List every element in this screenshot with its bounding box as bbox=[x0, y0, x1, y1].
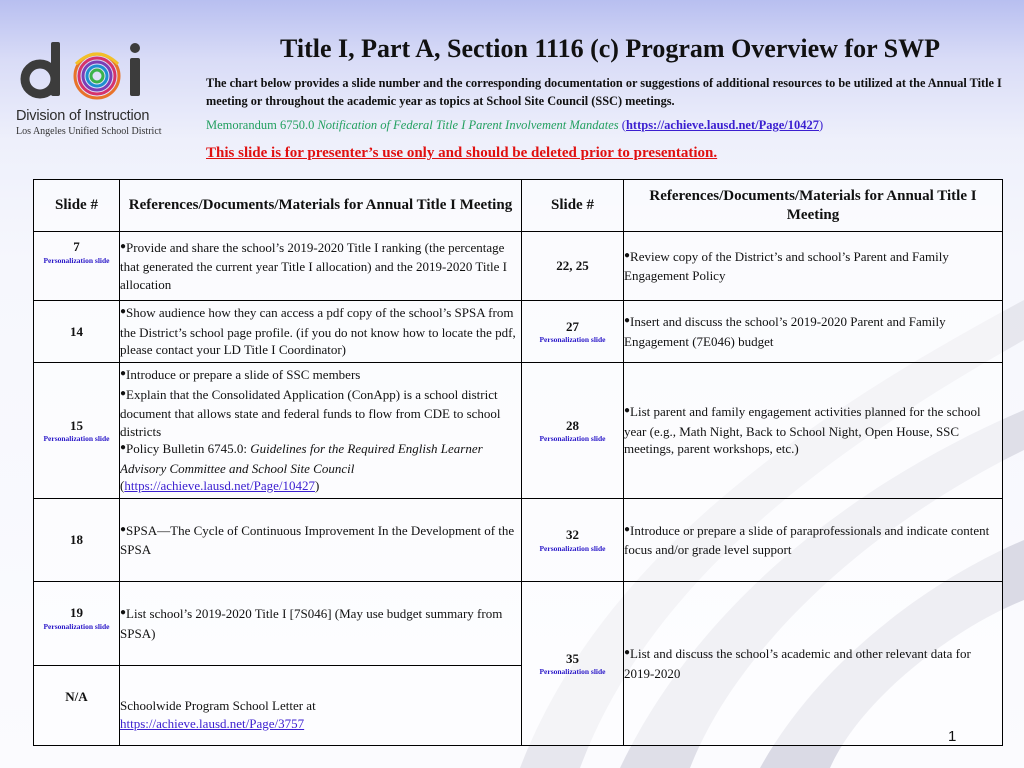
item-text: List parent and family engagement activities planned for the school year (e.g., Math Night, Back to School Night, Open House, SSC meetings, parent workshops, etc.) bbox=[624, 404, 981, 457]
reference-cell bbox=[624, 301, 1003, 363]
presenter-warning: This slide is for presenter’s use only and should be deleted prior to presentation. bbox=[206, 145, 718, 161]
slide-number-cell bbox=[522, 301, 624, 363]
item-text: SPSA—The Cycle of Continuous Improvement In the Development of the SPSA bbox=[120, 522, 515, 557]
slide-number: 7 bbox=[73, 239, 80, 254]
item-text: Review copy of the District’s and school’s Parent and Family Engagement Policy bbox=[624, 248, 949, 283]
reference-cell bbox=[624, 582, 1003, 746]
logo-division-text: Division of Instruction bbox=[16, 108, 150, 124]
bullet-icon: ● bbox=[624, 647, 631, 658]
policy-link[interactable]: https://achieve.lausd.net/Page/10427 bbox=[124, 478, 315, 494]
list-item bbox=[624, 313, 1002, 350]
slide-number-cell bbox=[34, 499, 120, 582]
memo-open: ( bbox=[618, 118, 626, 132]
item-text: List and discuss the school’s academic and other relevant data for 2019-2020 bbox=[624, 646, 971, 681]
reference-cell bbox=[624, 232, 1003, 301]
bullet-icon: ● bbox=[120, 387, 127, 399]
header-slide-right: Slide # bbox=[522, 180, 624, 232]
list-item bbox=[624, 403, 1002, 458]
policy-open: ( bbox=[120, 478, 125, 494]
bullet-icon: ● bbox=[120, 368, 127, 380]
policy-prefix: Policy Bulletin 6745.0: bbox=[126, 441, 251, 457]
bullet-icon: ● bbox=[624, 315, 631, 326]
bullet-icon: ● bbox=[120, 523, 127, 535]
list-item bbox=[120, 304, 521, 359]
table-row bbox=[34, 363, 1003, 499]
slide-number: 28 bbox=[566, 417, 579, 433]
header-slide-left: Slide # bbox=[34, 180, 120, 232]
reference-cell bbox=[120, 666, 522, 746]
item-text: Provide and share the school’s 2019-2020 Title I ranking (the percentage that generated the current year Title I allocation) and the 2019-2020 Title I allocation bbox=[120, 239, 508, 292]
personalization-label: Personalization slide bbox=[539, 335, 606, 345]
bullet-icon: ● bbox=[120, 240, 127, 252]
slide-number: 22, 25 bbox=[556, 258, 589, 274]
table-row bbox=[34, 301, 1003, 363]
memorandum-line bbox=[206, 118, 823, 133]
header-refs-left: References/Documents/Materials for Annual Title I Meeting bbox=[120, 180, 522, 232]
memo-prefix: Memorandum 6750.0 bbox=[206, 118, 318, 132]
page-number: 1 bbox=[948, 728, 957, 745]
item-text: Introduce or prepare a slide of SSC members bbox=[126, 367, 361, 383]
page-description: The chart below provides a slide number and the corresponding documentation or suggestions of additional resources to be utilized at the Annual Title I meeting or throughout the academic year as topics at School Site Council (SSC) meetings. bbox=[206, 76, 1002, 108]
memo-close: ) bbox=[819, 118, 824, 132]
item-text: Explain that the Consolidated Application (ConApp) is a school district document that allows state and federal funds to flow from CDE to school districts bbox=[120, 386, 501, 439]
item-text: Insert and discuss the school’s 2019-2020 Parent and Family Engagement (7E046) budget bbox=[624, 314, 946, 349]
bullet-icon: ● bbox=[624, 523, 631, 535]
reference-cell bbox=[624, 363, 1003, 499]
bullet-icon: ● bbox=[120, 306, 127, 318]
list-item bbox=[624, 645, 1002, 682]
slide-number-cell bbox=[34, 301, 120, 363]
slide-number: 19 bbox=[70, 605, 83, 620]
list-item bbox=[120, 440, 521, 495]
reference-cell bbox=[120, 301, 522, 363]
slide-number: 32 bbox=[566, 527, 579, 543]
slide-number-cell bbox=[34, 363, 120, 499]
slide-number-cell bbox=[522, 232, 624, 301]
reference-cell bbox=[120, 582, 522, 666]
slide-number: 27 bbox=[566, 318, 579, 334]
list-item bbox=[120, 522, 521, 559]
doi-logo-icon bbox=[16, 34, 176, 144]
table-row bbox=[34, 499, 1003, 582]
slide-number-cell bbox=[522, 363, 624, 499]
letter-text: Schoolwide Program School Letter at bbox=[120, 698, 316, 713]
slide-number-cell bbox=[34, 232, 120, 301]
table-row bbox=[34, 582, 1003, 666]
personalization-label: Personalization slide bbox=[539, 434, 606, 444]
policy-close: ) bbox=[314, 478, 320, 494]
memo-title: Notification of Federal Title I Parent Involvement Mandates bbox=[317, 118, 619, 132]
slide-number-cell bbox=[34, 582, 120, 666]
table-row bbox=[34, 232, 1003, 301]
policy-title: Guidelines for the Required English Learner Advisory Committee and School Site Council bbox=[120, 441, 483, 476]
slide-number: 35 bbox=[566, 650, 579, 666]
slide-number: 15 bbox=[70, 417, 83, 433]
list-item bbox=[120, 605, 521, 642]
slide-number-cell bbox=[34, 666, 120, 746]
item-text: Show audience how they can access a pdf copy of the school’s SPSA from the District’s school page profile. (if you do not know how to locate the pdf, please contact your LD Title I Coordinator) bbox=[120, 305, 516, 358]
reference-cell bbox=[120, 232, 522, 301]
letter-link[interactable]: https://achieve.lausd.net/Page/3757 bbox=[120, 715, 305, 731]
reference-cell bbox=[624, 499, 1003, 582]
personalization-label: Personalization slide bbox=[539, 543, 606, 553]
slide-number-cell bbox=[522, 499, 624, 582]
overview-table bbox=[33, 179, 1003, 746]
slide-number-cell bbox=[522, 582, 624, 746]
reference-cell bbox=[120, 499, 522, 582]
logo-district-text: Los Angeles Unified School District bbox=[16, 126, 162, 137]
list-item bbox=[120, 386, 521, 441]
bullet-icon: ● bbox=[624, 249, 631, 261]
table-header-row bbox=[34, 180, 1003, 232]
memo-link[interactable]: https://achieve.lausd.net/Page/10427 bbox=[625, 118, 820, 132]
reference-cell bbox=[120, 363, 522, 499]
personalization-label: Personalization slide bbox=[43, 434, 110, 444]
bullet-icon: ● bbox=[120, 607, 127, 618]
bullet-icon: ● bbox=[624, 405, 631, 417]
personalization-label: Personalization slide bbox=[539, 667, 606, 677]
personalization-label: Personalization slide bbox=[43, 255, 110, 265]
list-item bbox=[624, 248, 1002, 285]
list-item bbox=[624, 522, 1002, 559]
personalization-label: Personalization slide bbox=[43, 621, 110, 631]
slide-number: N/A bbox=[65, 689, 88, 704]
slide-number: 14 bbox=[70, 323, 83, 339]
item-text: List school’s 2019-2020 Title I [7S046] (May use budget summary from SPSA) bbox=[120, 606, 503, 641]
list-item bbox=[120, 366, 521, 386]
slide-number: 18 bbox=[70, 532, 83, 548]
list-item bbox=[120, 239, 521, 294]
bullet-icon: ● bbox=[120, 442, 127, 454]
header-refs-right: References/Documents/Materials for Annual Title I Meeting bbox=[624, 180, 1003, 232]
page-title: Title I, Part A, Section 1116 (c) Program Overview for SWP bbox=[280, 34, 940, 63]
item-text: Introduce or prepare a slide of paraprofessionals and indicate content focus and/or grade level support bbox=[624, 522, 990, 557]
